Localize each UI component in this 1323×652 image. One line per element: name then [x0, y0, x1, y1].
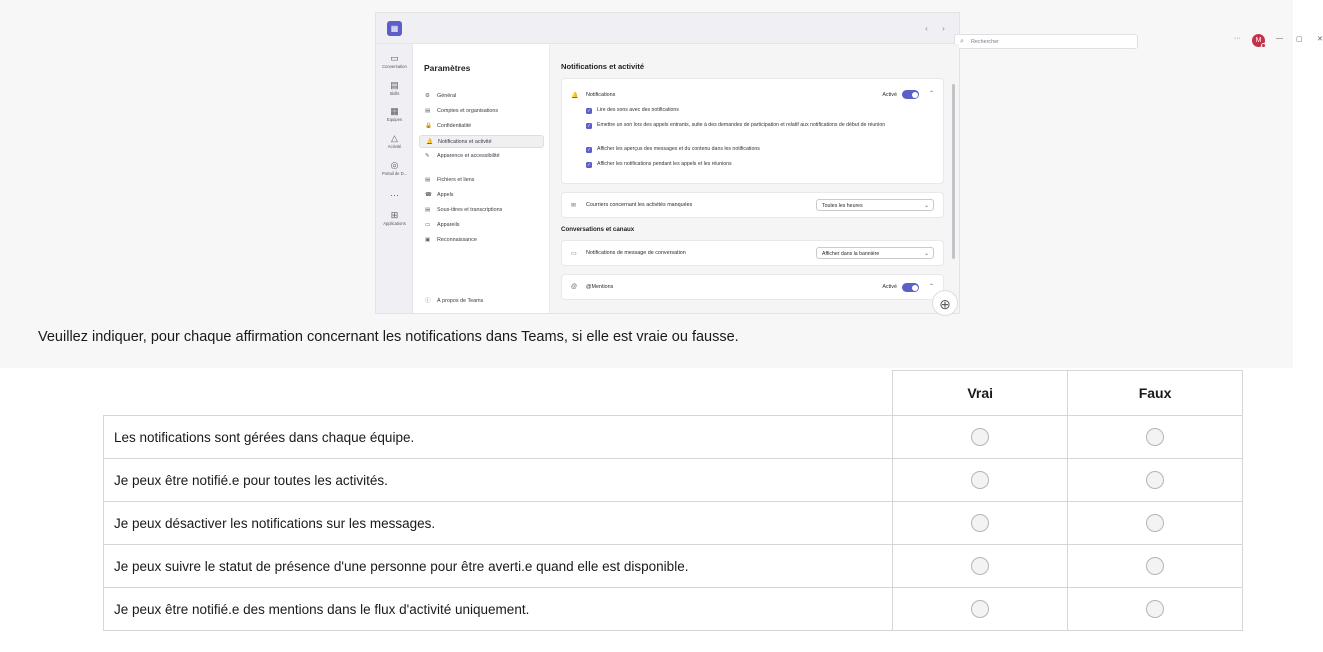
- skills-icon: ▤: [390, 80, 399, 90]
- avatar-initial: M: [1255, 37, 1262, 44]
- settings-item-label: Notifications et activité: [438, 139, 492, 145]
- radio-button-faux[interactable]: [1146, 471, 1164, 489]
- select-value: Afficher dans la bannière: [822, 251, 880, 257]
- chat-icon: ▭: [390, 53, 399, 63]
- lock-icon: 🔒: [425, 123, 432, 129]
- radio-button-vrai[interactable]: [971, 514, 989, 532]
- teams-logo-icon: ▦: [387, 21, 402, 36]
- missed-activity-select[interactable]: [816, 199, 934, 211]
- select-value: Toutes les heures: [822, 203, 863, 209]
- rail-item-teams[interactable]: [376, 106, 413, 123]
- accounts-icon: ▤: [425, 108, 431, 114]
- info-icon: ⓘ: [425, 298, 431, 304]
- checkbox-checked-icon[interactable]: ✓: [587, 147, 591, 152]
- column-header-vrai: Vrai: [893, 371, 1068, 416]
- rail-item-apps[interactable]: [376, 210, 413, 227]
- app-rail: [376, 44, 413, 313]
- chat-notifications-card: [561, 240, 944, 266]
- checkbox-checked-icon[interactable]: ✓: [587, 162, 591, 167]
- settings-item-appearance[interactable]: [419, 150, 544, 163]
- at-icon: @: [571, 284, 578, 290]
- table-row: [104, 416, 1243, 459]
- chevron-up-icon[interactable]: ⌃: [928, 284, 934, 290]
- blank-header: [104, 371, 893, 416]
- rail-label: Equipes: [386, 117, 403, 122]
- checkbox-label: Afficher les aperçus des messages et du contenu dans les notifications: [597, 146, 760, 152]
- notifications-label: Notifications: [586, 92, 616, 98]
- settings-item-label: Général: [437, 93, 457, 99]
- gear-icon: ⚙: [425, 93, 431, 99]
- rail-item-more[interactable]: [376, 190, 413, 201]
- radio-button-vrai[interactable]: [971, 557, 989, 575]
- mail-icon: ✉: [571, 203, 577, 209]
- radio-button-faux[interactable]: [1146, 428, 1164, 446]
- search-placeholder: Rechercher: [971, 39, 999, 45]
- maximize-icon[interactable]: ▢: [1296, 36, 1303, 43]
- radio-cell-faux[interactable]: [1068, 502, 1243, 545]
- radio-cell-vrai[interactable]: [893, 459, 1068, 502]
- bell-icon: 🔔: [571, 93, 579, 99]
- table-row: [104, 502, 1243, 545]
- zoom-in-icon[interactable]: ⊕: [932, 290, 958, 316]
- statement-text: Je peux désactiver les notifications sur les messages.: [104, 502, 893, 545]
- chat-notifications-label: Notifications de message de conversation: [586, 250, 686, 256]
- presence-dot-icon: [1261, 43, 1266, 48]
- content-scrollbar[interactable]: [952, 84, 955, 259]
- toggle-knob: [912, 285, 918, 291]
- settings-item-label: Fichiers et liens: [437, 177, 475, 183]
- settings-item-label: Reconnaissance: [437, 237, 477, 243]
- radio-button-faux[interactable]: [1146, 557, 1164, 575]
- search-icon: ⌕: [960, 38, 964, 45]
- chevron-down-icon: ⌄: [923, 251, 929, 257]
- radio-button-vrai[interactable]: [971, 428, 989, 446]
- mentions-state-label: Activé: [882, 284, 897, 290]
- page-title: Notifications et activité: [561, 62, 645, 71]
- radio-button-vrai[interactable]: [971, 600, 989, 618]
- notifications-card: [561, 78, 944, 184]
- radio-cell-vrai[interactable]: [893, 588, 1068, 631]
- settings-title: Paramètres: [424, 63, 471, 73]
- settings-item-privacy[interactable]: [419, 120, 544, 133]
- rail-label: Activité: [387, 144, 402, 149]
- checkbox-label: Emettre un son lors des appels entrants, suite à des demandes de participation et relatif aux notifications de début de réunion: [597, 122, 886, 128]
- settings-item-notifications[interactable]: [419, 135, 544, 148]
- bell-icon: 🔔: [426, 139, 433, 145]
- rail-item-activity[interactable]: [376, 133, 413, 150]
- table-row: [104, 545, 1243, 588]
- close-icon[interactable]: ✕: [1317, 36, 1323, 43]
- back-icon[interactable]: ‹: [925, 24, 928, 33]
- chevron-up-icon[interactable]: ⌃: [928, 91, 934, 97]
- forward-icon[interactable]: ›: [942, 24, 945, 33]
- bell-icon: △: [391, 133, 398, 143]
- settings-item-about[interactable]: [419, 295, 544, 307]
- settings-item-calls[interactable]: [419, 189, 544, 202]
- column-header-faux: Faux: [1068, 371, 1243, 416]
- statement-text: Je peux être notifié.e des mentions dans le flux d'activité uniquement.: [104, 588, 893, 631]
- radio-cell-faux[interactable]: [1068, 416, 1243, 459]
- phone-icon: ☎: [425, 192, 432, 198]
- device-icon: ▭: [425, 222, 431, 228]
- radio-button-vrai[interactable]: [971, 471, 989, 489]
- chevron-down-icon: ⌄: [923, 203, 929, 209]
- captions-icon: ▤: [425, 207, 431, 213]
- radio-cell-faux[interactable]: [1068, 459, 1243, 502]
- table-body: [104, 416, 1243, 631]
- settings-item-label: À propos de Teams: [437, 298, 484, 304]
- checkbox-checked-icon[interactable]: ✓: [587, 108, 591, 113]
- recognition-icon: ▣: [425, 237, 431, 243]
- radio-button-faux[interactable]: [1146, 600, 1164, 618]
- settings-item-label: Appareils: [437, 222, 460, 228]
- rail-label: Conversation: [382, 64, 407, 69]
- rail-item-portal[interactable]: [376, 160, 413, 177]
- notifications-toggle[interactable]: [902, 90, 919, 99]
- settings-pane: [413, 44, 550, 313]
- radio-cell-faux[interactable]: [1068, 588, 1243, 631]
- mentions-label: @Mentions: [586, 284, 614, 290]
- table-header-row: [104, 371, 1243, 416]
- files-icon: ▤: [425, 177, 431, 183]
- portal-icon: ◎: [390, 160, 399, 170]
- minimize-icon[interactable]: —: [1276, 35, 1283, 42]
- settings-item-captions[interactable]: [419, 204, 544, 217]
- mentions-toggle[interactable]: [902, 283, 919, 292]
- statement-text: Je peux suivre le statut de présence d'une personne pour être averti.e quand elle est disponible.: [104, 545, 893, 588]
- settings-item-accounts[interactable]: [419, 105, 544, 118]
- radio-cell-vrai[interactable]: [893, 416, 1068, 459]
- settings-item-general[interactable]: [419, 90, 544, 103]
- radio-cell-vrai[interactable]: [893, 545, 1068, 588]
- settings-item-files[interactable]: [419, 174, 544, 187]
- answer-table: [103, 370, 1243, 631]
- settings-item-label: Comptes et organisations: [437, 108, 499, 114]
- avatar[interactable]: [1252, 34, 1265, 47]
- appearance-icon: ✎: [425, 153, 430, 159]
- rail-item-skills[interactable]: [376, 80, 413, 97]
- notifications-state-label: Activé: [882, 92, 897, 98]
- settings-item-label: Appels: [437, 192, 454, 198]
- settings-item-label: Apparence et accessibilité: [437, 153, 500, 159]
- more-icon: ···: [390, 190, 399, 200]
- section-heading: Conversations et canaux: [561, 226, 635, 233]
- chat-icon: ▭: [571, 251, 577, 257]
- checkbox-label: Lire des sons avec des notifications: [597, 107, 679, 113]
- settings-content: [550, 44, 959, 313]
- radio-cell-faux[interactable]: [1068, 545, 1243, 588]
- checkbox-label: Afficher les notifications pendant les appels et les réunions: [597, 161, 732, 167]
- toggle-knob: [912, 92, 918, 98]
- search-input[interactable]: [954, 34, 1138, 49]
- checkbox-checked-icon[interactable]: ✓: [587, 123, 591, 128]
- teams-icon: ▦: [390, 106, 399, 116]
- mentions-card: [561, 274, 944, 300]
- rail-label: Portail de D...: [381, 171, 408, 176]
- more-options-icon[interactable]: ···: [1234, 35, 1241, 42]
- chat-notifications-select[interactable]: [816, 247, 934, 259]
- missed-activity-card: [561, 192, 944, 218]
- question-text: Veuillez indiquer, pour chaque affirmation concernant les notifications dans Teams, si elle est vraie ou fausse.: [38, 329, 739, 345]
- radio-button-faux[interactable]: [1146, 514, 1164, 532]
- apps-icon: ⊞: [390, 210, 399, 220]
- rail-label: Skills: [389, 91, 400, 96]
- table-row: [104, 588, 1243, 631]
- table-head: [104, 371, 1243, 416]
- missed-activity-label: Courriers concernant les activités manquées: [586, 202, 693, 208]
- settings-item-label: Confidentialité: [437, 123, 472, 129]
- teams-titlebar: [376, 13, 1323, 45]
- teams-screenshot: [375, 12, 1323, 314]
- table-row: [104, 459, 1243, 502]
- settings-item-devices[interactable]: [419, 219, 544, 232]
- rail-item-conversation[interactable]: [376, 53, 413, 70]
- settings-item-recognition[interactable]: [419, 234, 544, 247]
- radio-cell-vrai[interactable]: [893, 502, 1068, 545]
- statement-text: Les notifications sont gérées dans chaque équipe.: [104, 416, 893, 459]
- statement-text: Je peux être notifié.e pour toutes les activités.: [104, 459, 893, 502]
- settings-item-label: Sous-titres et transcriptions: [437, 207, 503, 213]
- rail-label: Applications: [383, 221, 406, 226]
